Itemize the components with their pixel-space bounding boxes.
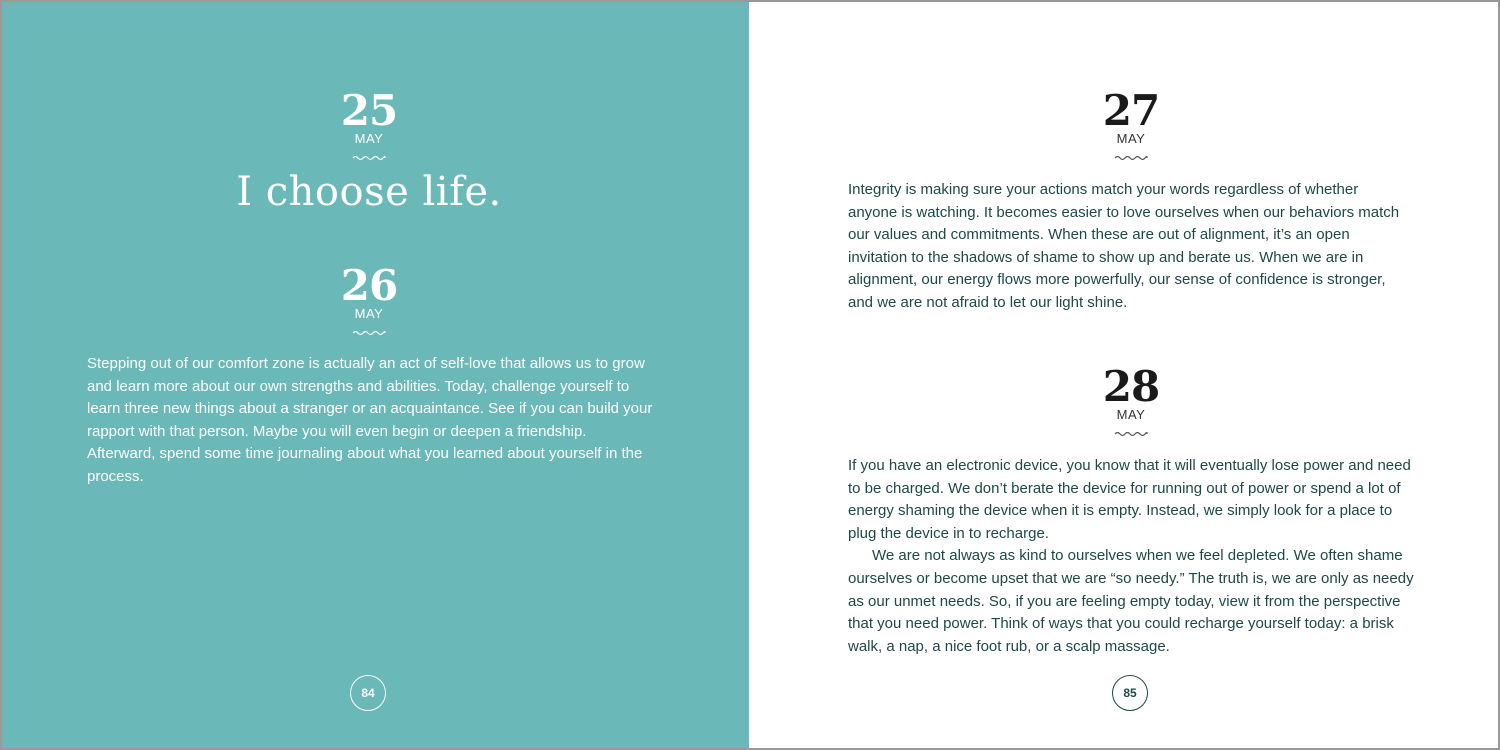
- entry-28-paragraph-1: If you have an electronic device, you know that it will eventually lose power and need to be charged. We don’t berate the device for running out of power or spend a lot of energy shaming the device when it is empty. Instead, we simply look for a place to plug the device in to recharge.: [848, 457, 1411, 542]
- entry-28-text: [848, 455, 1420, 658]
- month-label-25: MAY: [354, 131, 384, 146]
- day-number-27: 27: [1102, 86, 1160, 135]
- wave-divider-icon: [1114, 155, 1148, 161]
- month-label-28: MAY: [1116, 407, 1146, 422]
- left-page: [2, 2, 749, 748]
- page-number-84: 84: [350, 675, 386, 711]
- right-page: [749, 2, 1498, 748]
- wave-divider-icon: [352, 155, 386, 161]
- day-number-25: 25: [340, 86, 398, 135]
- entry-26-text: Stepping out of our comfort zone is actually an act of self-love that allows us to grow and learn more about our own strengths and abilities. Today, challenge yourself to learn three new things about a stranger or an acquaintance. See if you can build your rapport with that person. Maybe you will even begin or deepen a friendship. Afterward, spend some time journaling about what you learned about yourself in the process.: [87, 355, 653, 485]
- month-label-26: MAY: [354, 306, 384, 321]
- entry-28-paragraph-2: We are not always as kind to ourselves when we feel depleted. We often shame ourselves or become upset that we are “so needy.” The truth is, we are only as needy as our unmet needs. So, if you are feeling empty today, view it from the perspective that you need power. Think of ways that you could recharge yourself today: a brisk walk, a nap, a nice foot rub, or a scalp massage.: [848, 547, 1414, 655]
- wave-divider-icon: [1114, 431, 1148, 437]
- headline-25: I choose life.: [236, 169, 502, 215]
- day-number-26: 26: [340, 261, 398, 310]
- wave-divider-icon: [352, 330, 386, 336]
- month-label-27: MAY: [1116, 131, 1146, 146]
- entry-27-text: Integrity is making sure your actions match your words regardless of whether anyone is watching. It becomes easier to love ourselves when our behaviors match our values and commitments. When these are out of alignment, it’s an open invitation to the shadows of shame to show up and berate us. When we are in alignment, our energy flows more powerfully, our sense of confidence is stronger, and we are not afraid to let our light shine.: [848, 181, 1400, 311]
- page-number-85: 85: [1112, 675, 1148, 711]
- day-number-28: 28: [1102, 362, 1160, 411]
